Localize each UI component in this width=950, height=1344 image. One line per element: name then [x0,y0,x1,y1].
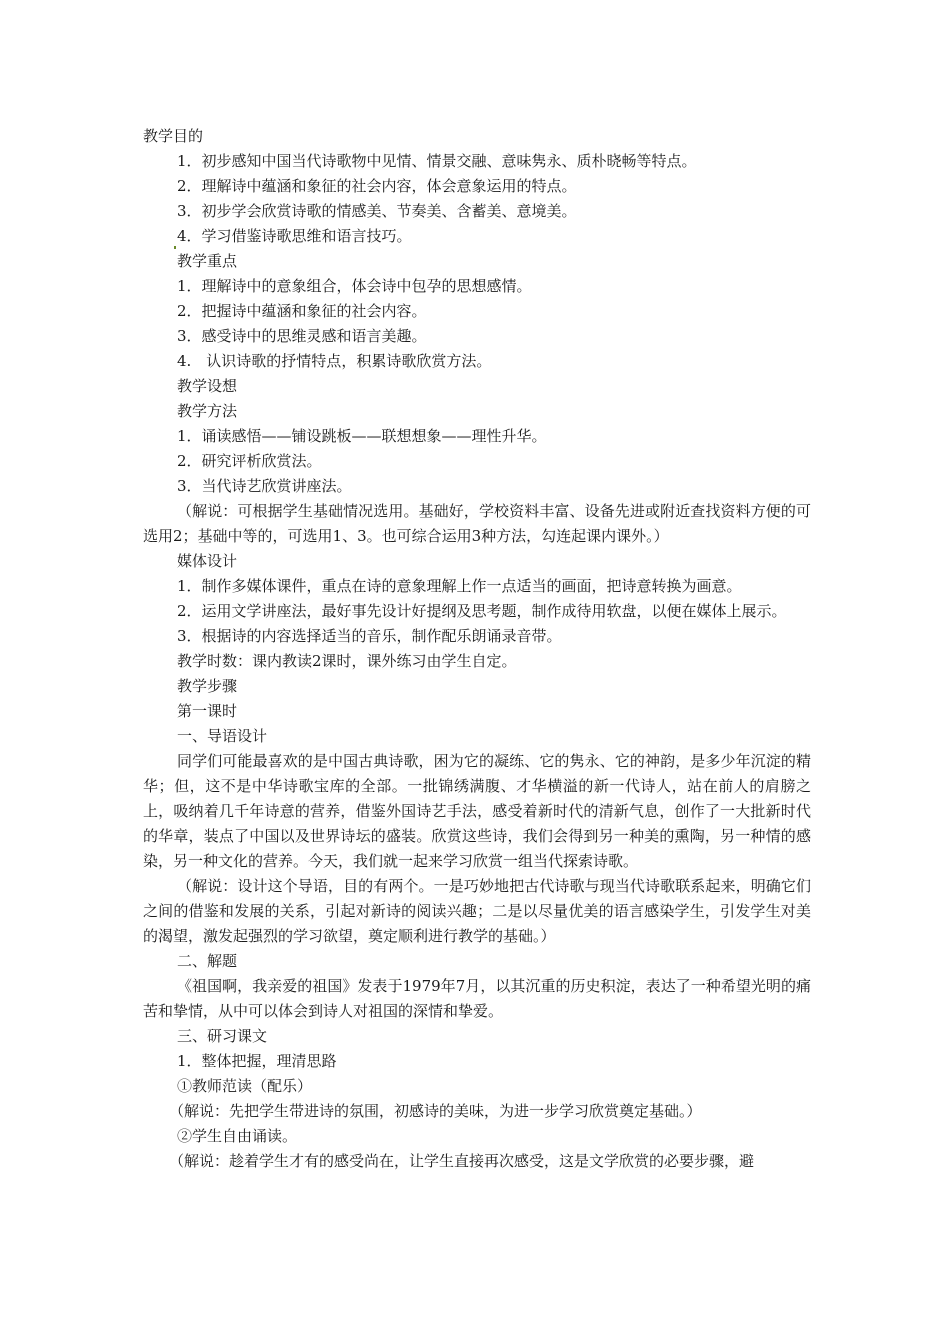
key-points-heading: 教学重点 [177,252,238,270]
study-step-2: ②学生自由诵读。 [177,1127,298,1145]
media-item-3: 3．根据诗的内容选择适当的音乐，制作配乐朗诵录音带。 [177,627,562,645]
intro-note: （解说：设计这个导语，目的有两个。一是巧妙地把古代诗歌与现当代诗歌联系起来，明确它们之间的借鉴和发展的关系，引起对新诗的阅读兴趣；二是以尽量优美的语言感染学生，引发学生对美的渴望，激发起强烈的学习欲望，奠定顺利进行教学的基础。） [143,877,811,945]
edit-mark-icon [174,246,176,249]
objective-item-3: 3．初步学会欣赏诗歌的情感美、节奏美、含蓄美、意境美。 [177,202,577,220]
study-step-1: ①教师范读（配乐） [177,1077,313,1095]
key-point-item-1: 1．理解诗中的意象组合，体会诗中包孕的思想感情。 [177,277,532,295]
study-heading: 三、研习课文 [177,1027,268,1045]
lesson-one-heading: 第一课时 [177,702,238,720]
key-point-item-4: 4. 认识诗歌的抒情特点，积累诗歌欣赏方法。 [177,352,492,370]
key-point-item-2: 2．把握诗中蕴涵和象征的社会内容。 [177,302,427,320]
topic-paragraph: 《祖国啊，我亲爱的祖国》发表于1979年7月，以其沉重的历史积淀，表达了一种希望光明的痛苦和挚情，从中可以体会到诗人对祖国的深情和挚爱。 [143,977,811,1020]
methods-note: （解说：可根据学生基础情况选用。基础好，学校资料丰富、设备先进或附近查找资料方便的可选用2；基础中等的，可选用1、3。也可综合运用3种方法，勾连起课内课外。） [143,502,811,545]
intro-paragraph: 同学们可能最喜欢的是中国古典诗歌，困为它的凝练、它的隽永、它的神韵，是多少年沉淀的精华；但，这不是中华诗歌宝库的全部。一批锦绣满腹、才华横溢的新一代诗人，站在前人的肩膀之上，吸纳着几千年诗意的营养，借鉴外国诗艺手法，感受着新时代的清新气息，创作了一大批新时代的华章，装点了中国以及世界诗坛的盛装。欣赏这些诗，我们会得到另一种美的熏陶，另一种情的感染，另一种文化的营养。今天，我们就一起来学习欣赏一组当代探索诗歌。 [143,752,811,870]
objectives-heading: 教学目的 [143,127,204,145]
objective-item-4: 4．学习借鉴诗歌思维和语言技巧。 [177,227,412,245]
media-item-1: 1．制作多媒体课件，重点在诗的意象理解上作一点适当的画面，把诗意转换为画意。 [177,577,742,595]
teaching-hours: 教学时数：课内教读2课时，课外练习由学生自定。 [177,652,517,670]
method-item-3: 3．当代诗艺欣赏讲座法。 [177,477,352,495]
intro-heading: 一、导语设计 [177,727,268,745]
media-heading: 媒体设计 [177,552,238,570]
study-note-1: （解说：先把学生带进诗的氛围，初感诗的美味，为进一步学习欣赏奠定基础。） [169,1102,702,1120]
objective-item-1: 1．初步感知中国当代诗歌物中见情、情景交融、意味隽永、质朴晓畅等特点。 [177,152,697,170]
topic-heading: 二、解题 [177,952,238,970]
objective-item-4-row [143,224,811,249]
steps-heading: 教学步骤 [177,677,238,695]
objective-item-2: 2．理解诗中蕴涵和象征的社会内容，体会意象运用的特点。 [177,177,577,195]
study-note-2: （解说：趁着学生才有的感受尚在，让学生直接再次感受，这是文学欣赏的必要步骤，避 [169,1152,755,1170]
study-subheading-1: 1．整体把握，理清思路 [177,1052,337,1070]
design-heading: 教学设想 [177,377,238,395]
methods-heading: 教学方法 [177,402,238,420]
document-page [143,124,811,1174]
method-item-1: 1．诵读感悟——铺设跳板——联想想象——理性升华。 [177,427,547,445]
media-item-2: 2．运用文学讲座法，最好事先设计好提纲及思考题，制作成待用软盘，以便在媒体上展示。 [177,602,787,620]
method-item-2: 2．研究评析欣赏法。 [177,452,322,470]
key-point-item-3: 3．感受诗中的思维灵感和语言美趣。 [177,327,427,345]
